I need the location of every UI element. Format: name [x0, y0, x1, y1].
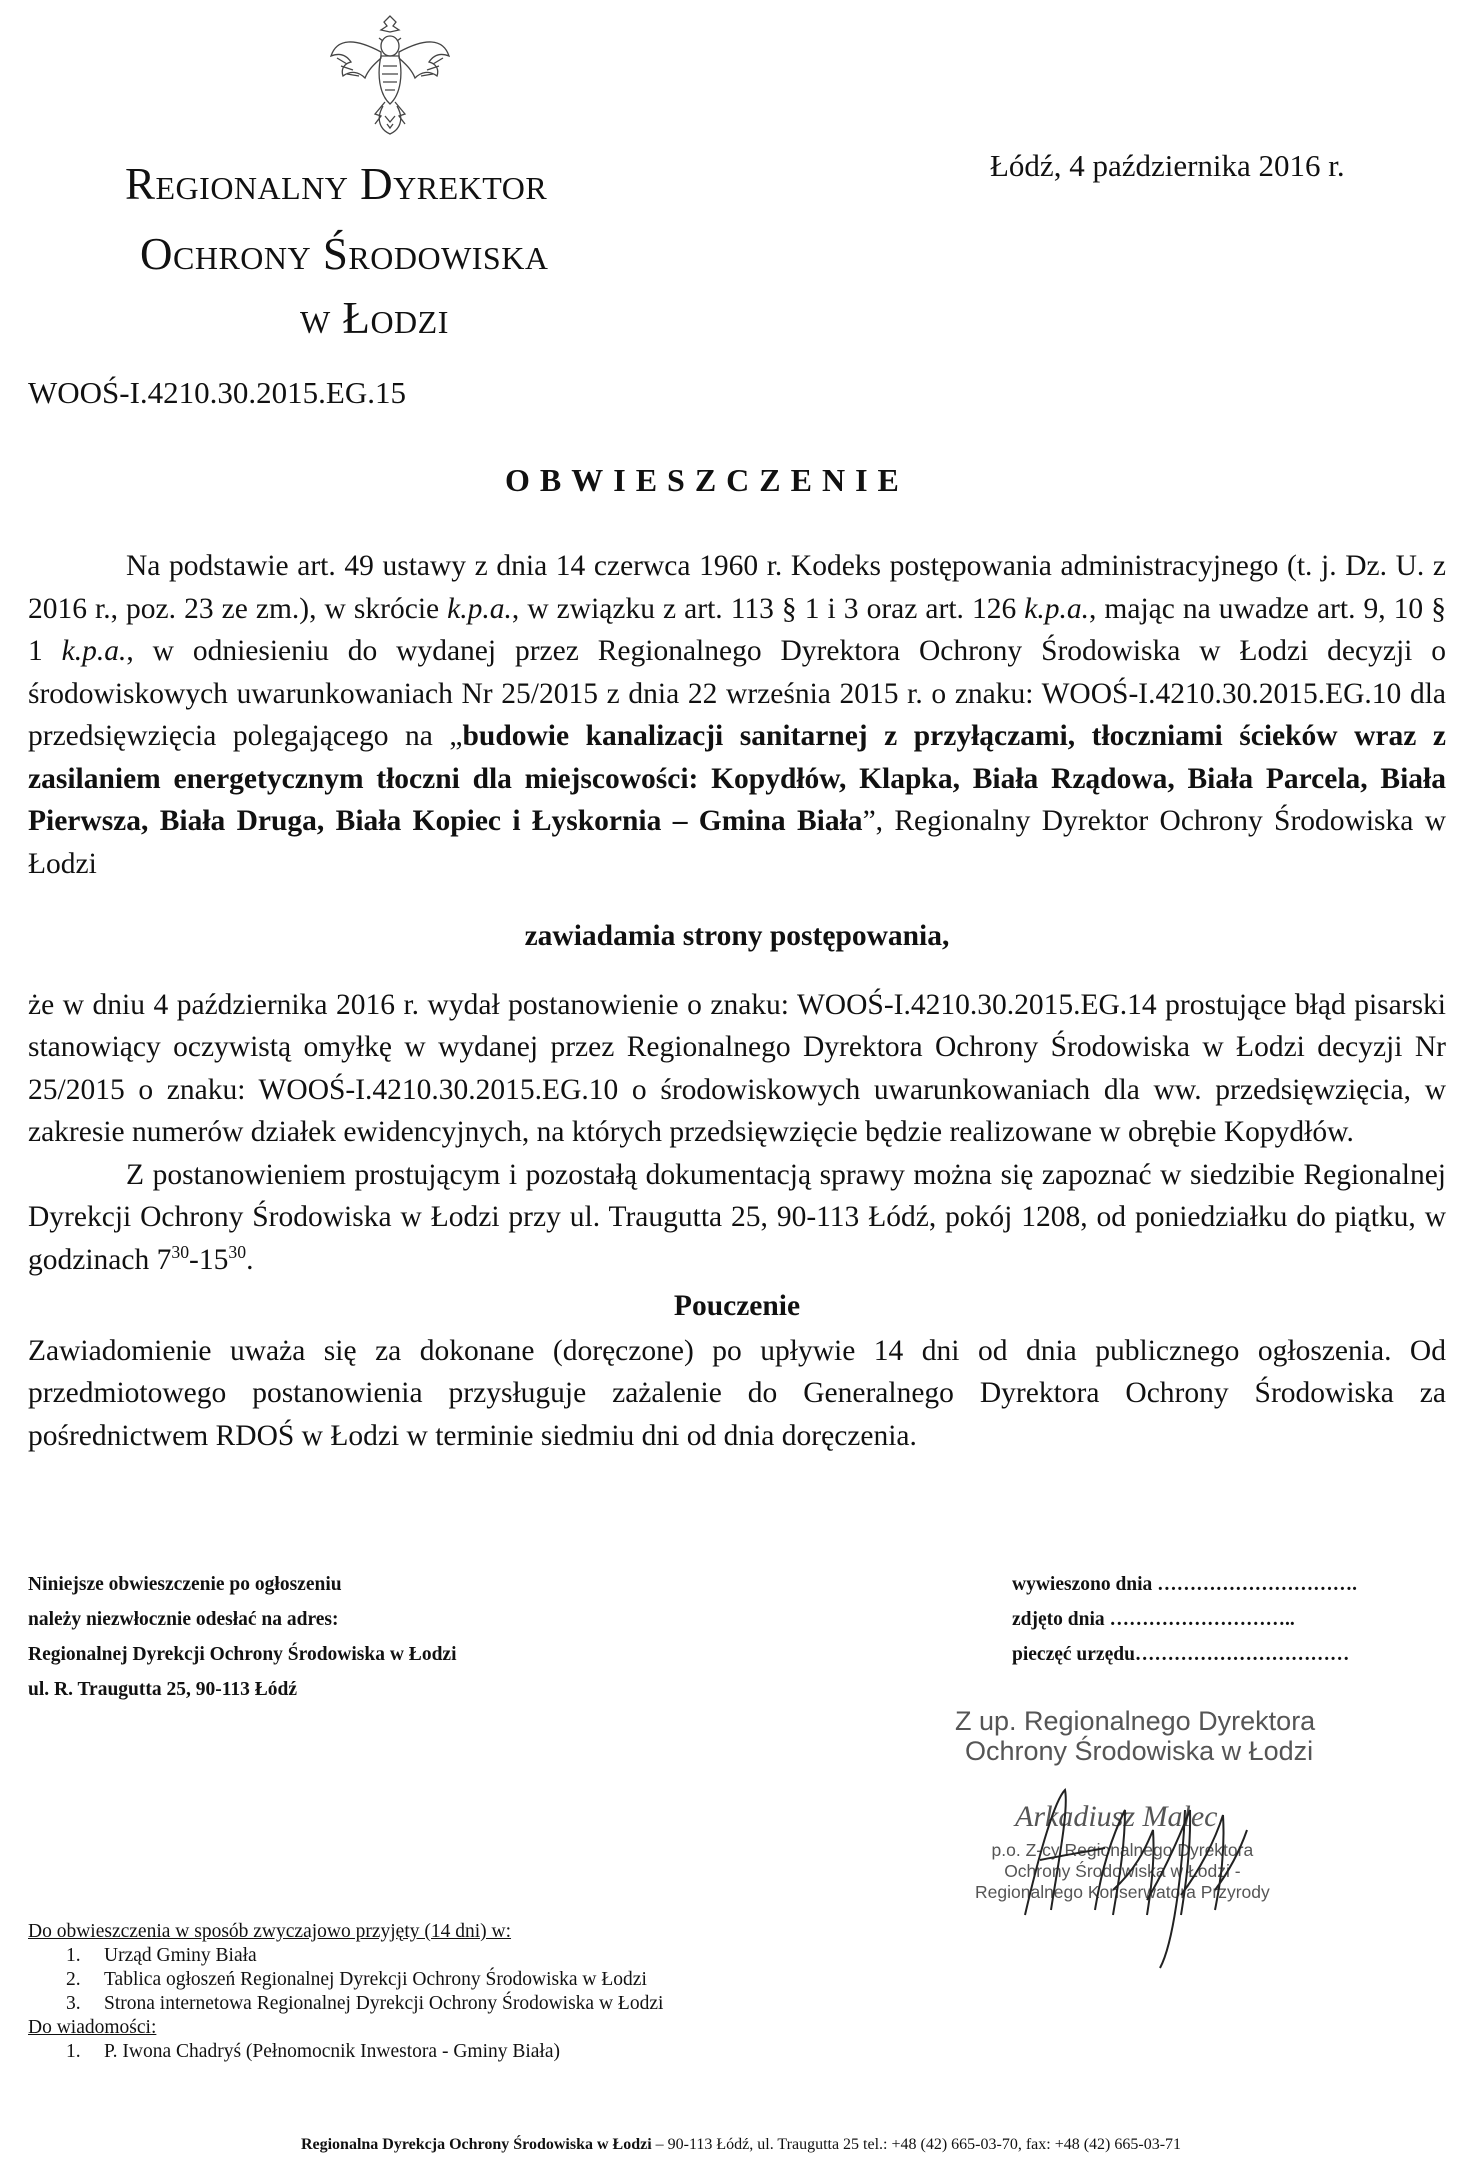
kpa-abbrev: k.p.a.: [1024, 592, 1089, 625]
office-stamp-field: pieczęć urzędu……………………………: [1012, 1644, 1350, 1665]
item-number: 3.: [66, 1993, 81, 2014]
kpa-abbrev: k.p.a.: [61, 635, 127, 667]
kpa-abbrev: k.p.a.: [447, 592, 512, 625]
posted-date-field: wywieszono dnia ………………………….: [1012, 1574, 1358, 1595]
text-span: , w związku z art. 113 § 1 i 3 oraz art. 126: [511, 592, 1025, 625]
text-span: Z postanowieniem prostującym i pozostałą dokumentacją sprawy można się zapoznać w siedzibie Regionalnej Dyrekcji Ochrony Środowiska w Łodzi przy ul. Traugutta 25, 90-113 Łódź, pokój 1208, od poniedziałku do piątku, w godzinach 7: [28, 1158, 1446, 1276]
send-info-line: Niniejsze obwieszczenie po ogłoszeniu: [28, 1574, 342, 1595]
paragraph-access: [28, 1154, 1446, 1282]
project-name: budowie kanalizacji sanitarnej z przyłączami, tłoczniami ścieków wraz z zasilaniem energetycznym tłoczni dla miejscowości: Kopydłów, Klapka, Biała Rządowa, Biała Parcela, Biała Pierwsza, Biała Druga, Biała Kopiec i Łyskornia – Gmina Biała: [28, 720, 1446, 837]
text-span: , mając na uwadze art. 9, 10 § 1: [28, 592, 1446, 667]
send-info-line: ul. R. Traugutta 25, 90-113 Łódź: [28, 1679, 298, 1700]
text-span: .: [246, 1243, 254, 1276]
list-item: [28, 1968, 663, 1992]
time-superscript: 30: [171, 1241, 190, 1262]
posting-info-block: [1012, 1567, 1357, 1672]
stamp-line: Regionalnego Konserwatora Przyrody: [975, 1882, 1270, 1902]
org-name-line3: w Łodzi: [300, 293, 449, 343]
item-text: Strona internetowa Regionalnej Dyrekcji Ochrony Środowiska w Łodzi: [104, 1993, 664, 2014]
stamp-name: Arkadiusz Malec: [1015, 1800, 1218, 1833]
list-item: [28, 1944, 663, 1968]
text-span: -15: [189, 1243, 229, 1276]
reference-number: WOOŚ-I.4210.30.2015.EG.15: [28, 375, 406, 410]
document-body: [28, 545, 1446, 1457]
list-item: [28, 1992, 663, 2016]
page-footer: [0, 2136, 1482, 2154]
item-number: 1.: [66, 1945, 81, 1966]
removed-date-field: zdjęto dnia ………………………..: [1012, 1609, 1295, 1630]
notify-heading: zawiadamia strony postępowania,: [524, 920, 950, 952]
document-title: OBWIESZCZENIE: [505, 462, 909, 498]
org-name-line1: Regionalny Dyrektor: [125, 159, 548, 209]
distribution-list: [28, 1920, 663, 2064]
stamp-line: Ochrony Środowiska w Łodzi -: [1004, 1861, 1241, 1881]
item-text: Tablica ogłoszeń Regionalnej Dyrekcji Ochrony Środowiska w Łodzi: [104, 1969, 647, 1990]
org-name-line2: Ochrony Środowiska: [140, 229, 549, 279]
text-span: , w odniesieniu do wydanej przez Regionalnego Dyrektora Ochrony Środowiska w Łodzi decyzji o środowiskowych uwarunkowaniach Nr 25/2015 z dnia 22 września 2015 r. o znaku: WOOŚ-I.4210.30.2015.EG.10 dla przedsięwzięcia polegającego na „: [28, 635, 1446, 752]
paragraph-legal-basis: [28, 545, 1446, 885]
stamp-line: Z up. Regionalnego Dyrektora: [955, 1706, 1316, 1736]
distribution-heading: Do obwieszczenia w sposób zwyczajowo przyjęty (14 dni) w:: [28, 1921, 512, 1942]
text-span: ”, Regionalny Dyrektor Ochrony Środowiska w Łodzi: [28, 805, 1446, 880]
time-superscript: 30: [228, 1241, 247, 1262]
list-item: [28, 2040, 663, 2064]
footer-contact: – 90-113 Łódź, ul. Traugutta 25 tel.: +48 (42) 665-03-70, fax: +48 (42) 665-03-71: [651, 2136, 1182, 2153]
send-info-block: [28, 1567, 457, 1707]
polish-eagle-emblem-icon: [325, 8, 455, 138]
instruction-heading: Pouczenie: [673, 1290, 801, 1322]
handwritten-signature-icon: [985, 1740, 1305, 1970]
footer-org: Regionalna Dyrekcja Ochrony Środowiska w Łodzi: [300, 2136, 652, 2153]
paragraph-instruction: Zawiadomienie uważa się za dokonane (doręczone) po upływie 14 dni od dnia publicznego ogłoszenia. Od przedmiotowego postanowienia przysługuje zażalenie do Generalnego Dyrektora Ochrony Środowiska za pośrednictwem RDOŚ w Łodzi w terminie siedmiu dni od dnia doręczenia.: [28, 1334, 1446, 1452]
text-span: Na podstawie art. 49 ustawy z dnia 14 czerwca 1960 r. Kodeks postępowania administracyjnego (t. j. Dz. U. z 2016 r., poz. 23 ze zm.), w skrócie: [28, 550, 1446, 625]
paragraph-notice: że w dniu 4 października 2016 r. wydał postanowienie o znaku: WOOŚ-I.4210.30.2015.EG.14 prostujące błąd pisarski stanowiący oczywistą omyłkę w wydanej przez Regionalnego Dyrektora Ochrony Środowiska w Łodzi decyzji Nr 25/2015 o znaku: WOOŚ-I.4210.30.2015.EG.10 o środowiskowych uwarunkowaniach dla ww. przedsięwzięcia, w zakresie numerów działek ewidencyjnych, na których przedsięwzięcie będzie realizowane w obrębie Kopydłów.: [28, 988, 1446, 1148]
item-number: 1.: [66, 2041, 81, 2062]
official-stamp: [955, 1700, 1315, 1910]
send-info-line: należy niezwłocznie odesłać na adres:: [28, 1609, 339, 1630]
send-info-line: Regionalnej Dyrekcji Ochrony Środowiska w Łodzi: [28, 1644, 457, 1665]
item-number: 2.: [66, 1969, 81, 1990]
stamp-line: Ochrony Środowiska w Łodzi: [965, 1736, 1314, 1766]
info-heading: Do wiadomości:: [28, 2017, 157, 2038]
item-text: Urząd Gminy Biała: [104, 1945, 257, 1966]
item-text: P. Iwona Chadryś (Pełnomocnik Inwestora - Gminy Biała): [104, 2041, 561, 2062]
place-date: Łódź, 4 października 2016 r.: [990, 148, 1345, 183]
stamp-line: p.o. Z-cy Regionalnego Dyrektora: [991, 1840, 1254, 1860]
